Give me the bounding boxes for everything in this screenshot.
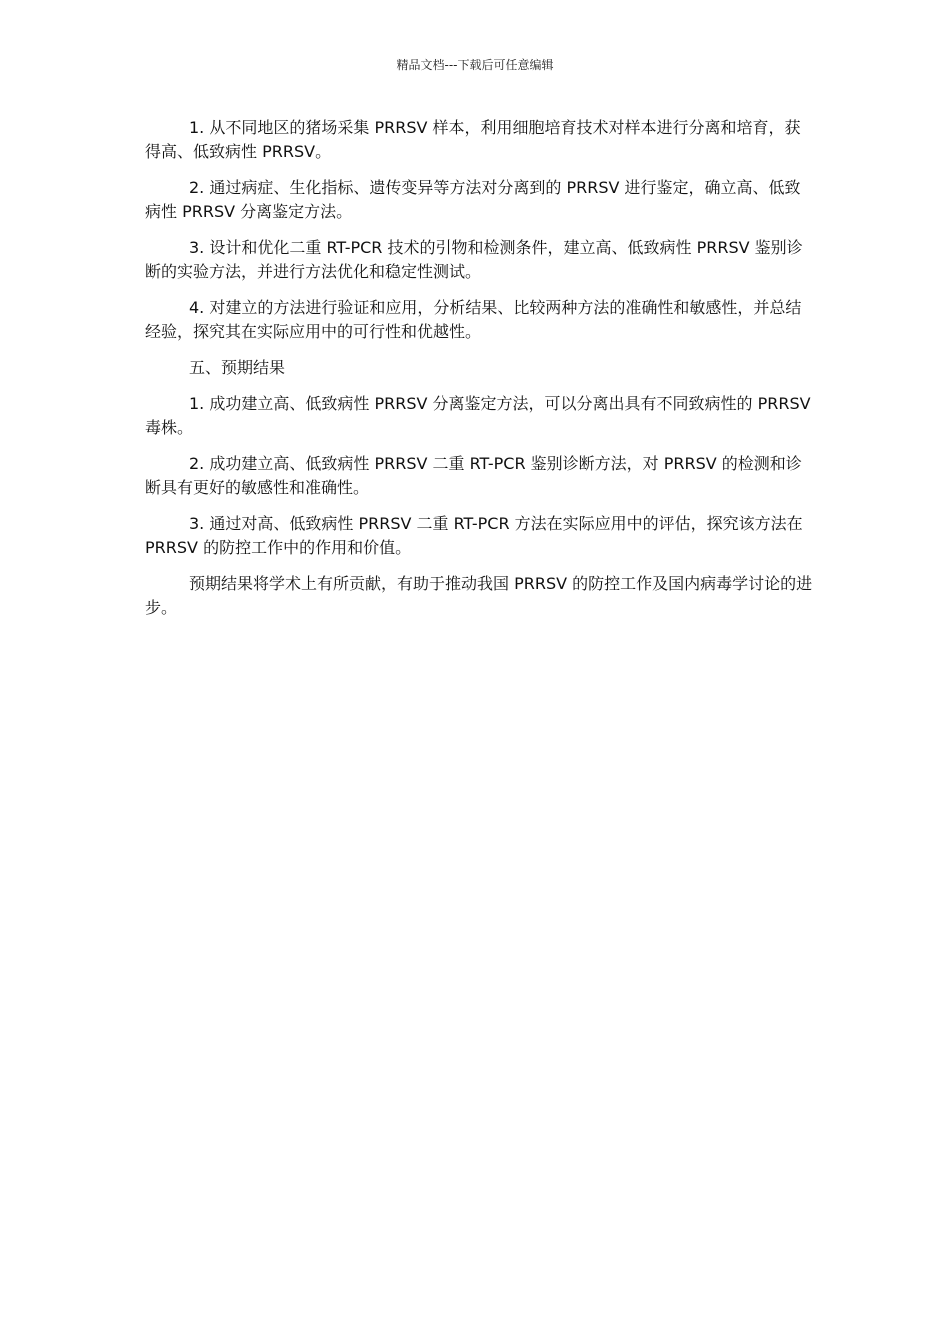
document-body	[145, 116, 813, 632]
method-step-4: 4. 对建立的方法进行验证和应用，分析结果、比较两种方法的准确性和敏感性，并总结经验，探究其在实际应用中的可行性和优越性。	[145, 298, 802, 341]
method-step-3: 3. 设计和优化二重 RT-PCR 技术的引物和检测条件，建立高、低致病性 PRRSV 鉴别诊断的实验方法，并进行方法优化和稳定性测试。	[145, 238, 803, 281]
method-step-2: 2. 通过病症、生化指标、遗传变异等方法对分离到的 PRRSV 进行鉴定，确立高、低致病性 PRRSV 分离鉴定方法。	[145, 178, 801, 221]
section-heading-expected-results: 五、预期结果	[189, 358, 286, 377]
expected-results-summary: 预期结果将学术上有所贡献，有助于推动我国 PRRSV 的防控工作及国内病毒学讨论的进步。	[145, 574, 813, 617]
expected-result-3: 3. 通过对高、低致病性 PRRSV 二重 RT-PCR 方法在实际应用中的评估，探究该方法在 PRRSV 的防控工作中的作用和价值。	[145, 514, 803, 557]
expected-result-2: 2. 成功建立高、低致病性 PRRSV 二重 RT-PCR 鉴别诊断方法，对 PRRSV 的检测和诊断具有更好的敏感性和准确性。	[145, 454, 802, 497]
method-step-1: 1. 从不同地区的猪场采集 PRRSV 样本，利用细胞培育技术对样本进行分离和培育，获得高、低致病性 PRRSV。	[145, 118, 801, 161]
expected-result-1: 1. 成功建立高、低致病性 PRRSV 分离鉴定方法，可以分离出具有不同致病性的 PRRSV 毒株。	[145, 394, 811, 437]
page-header: 精品文档---下载后可任意编辑	[396, 58, 554, 72]
